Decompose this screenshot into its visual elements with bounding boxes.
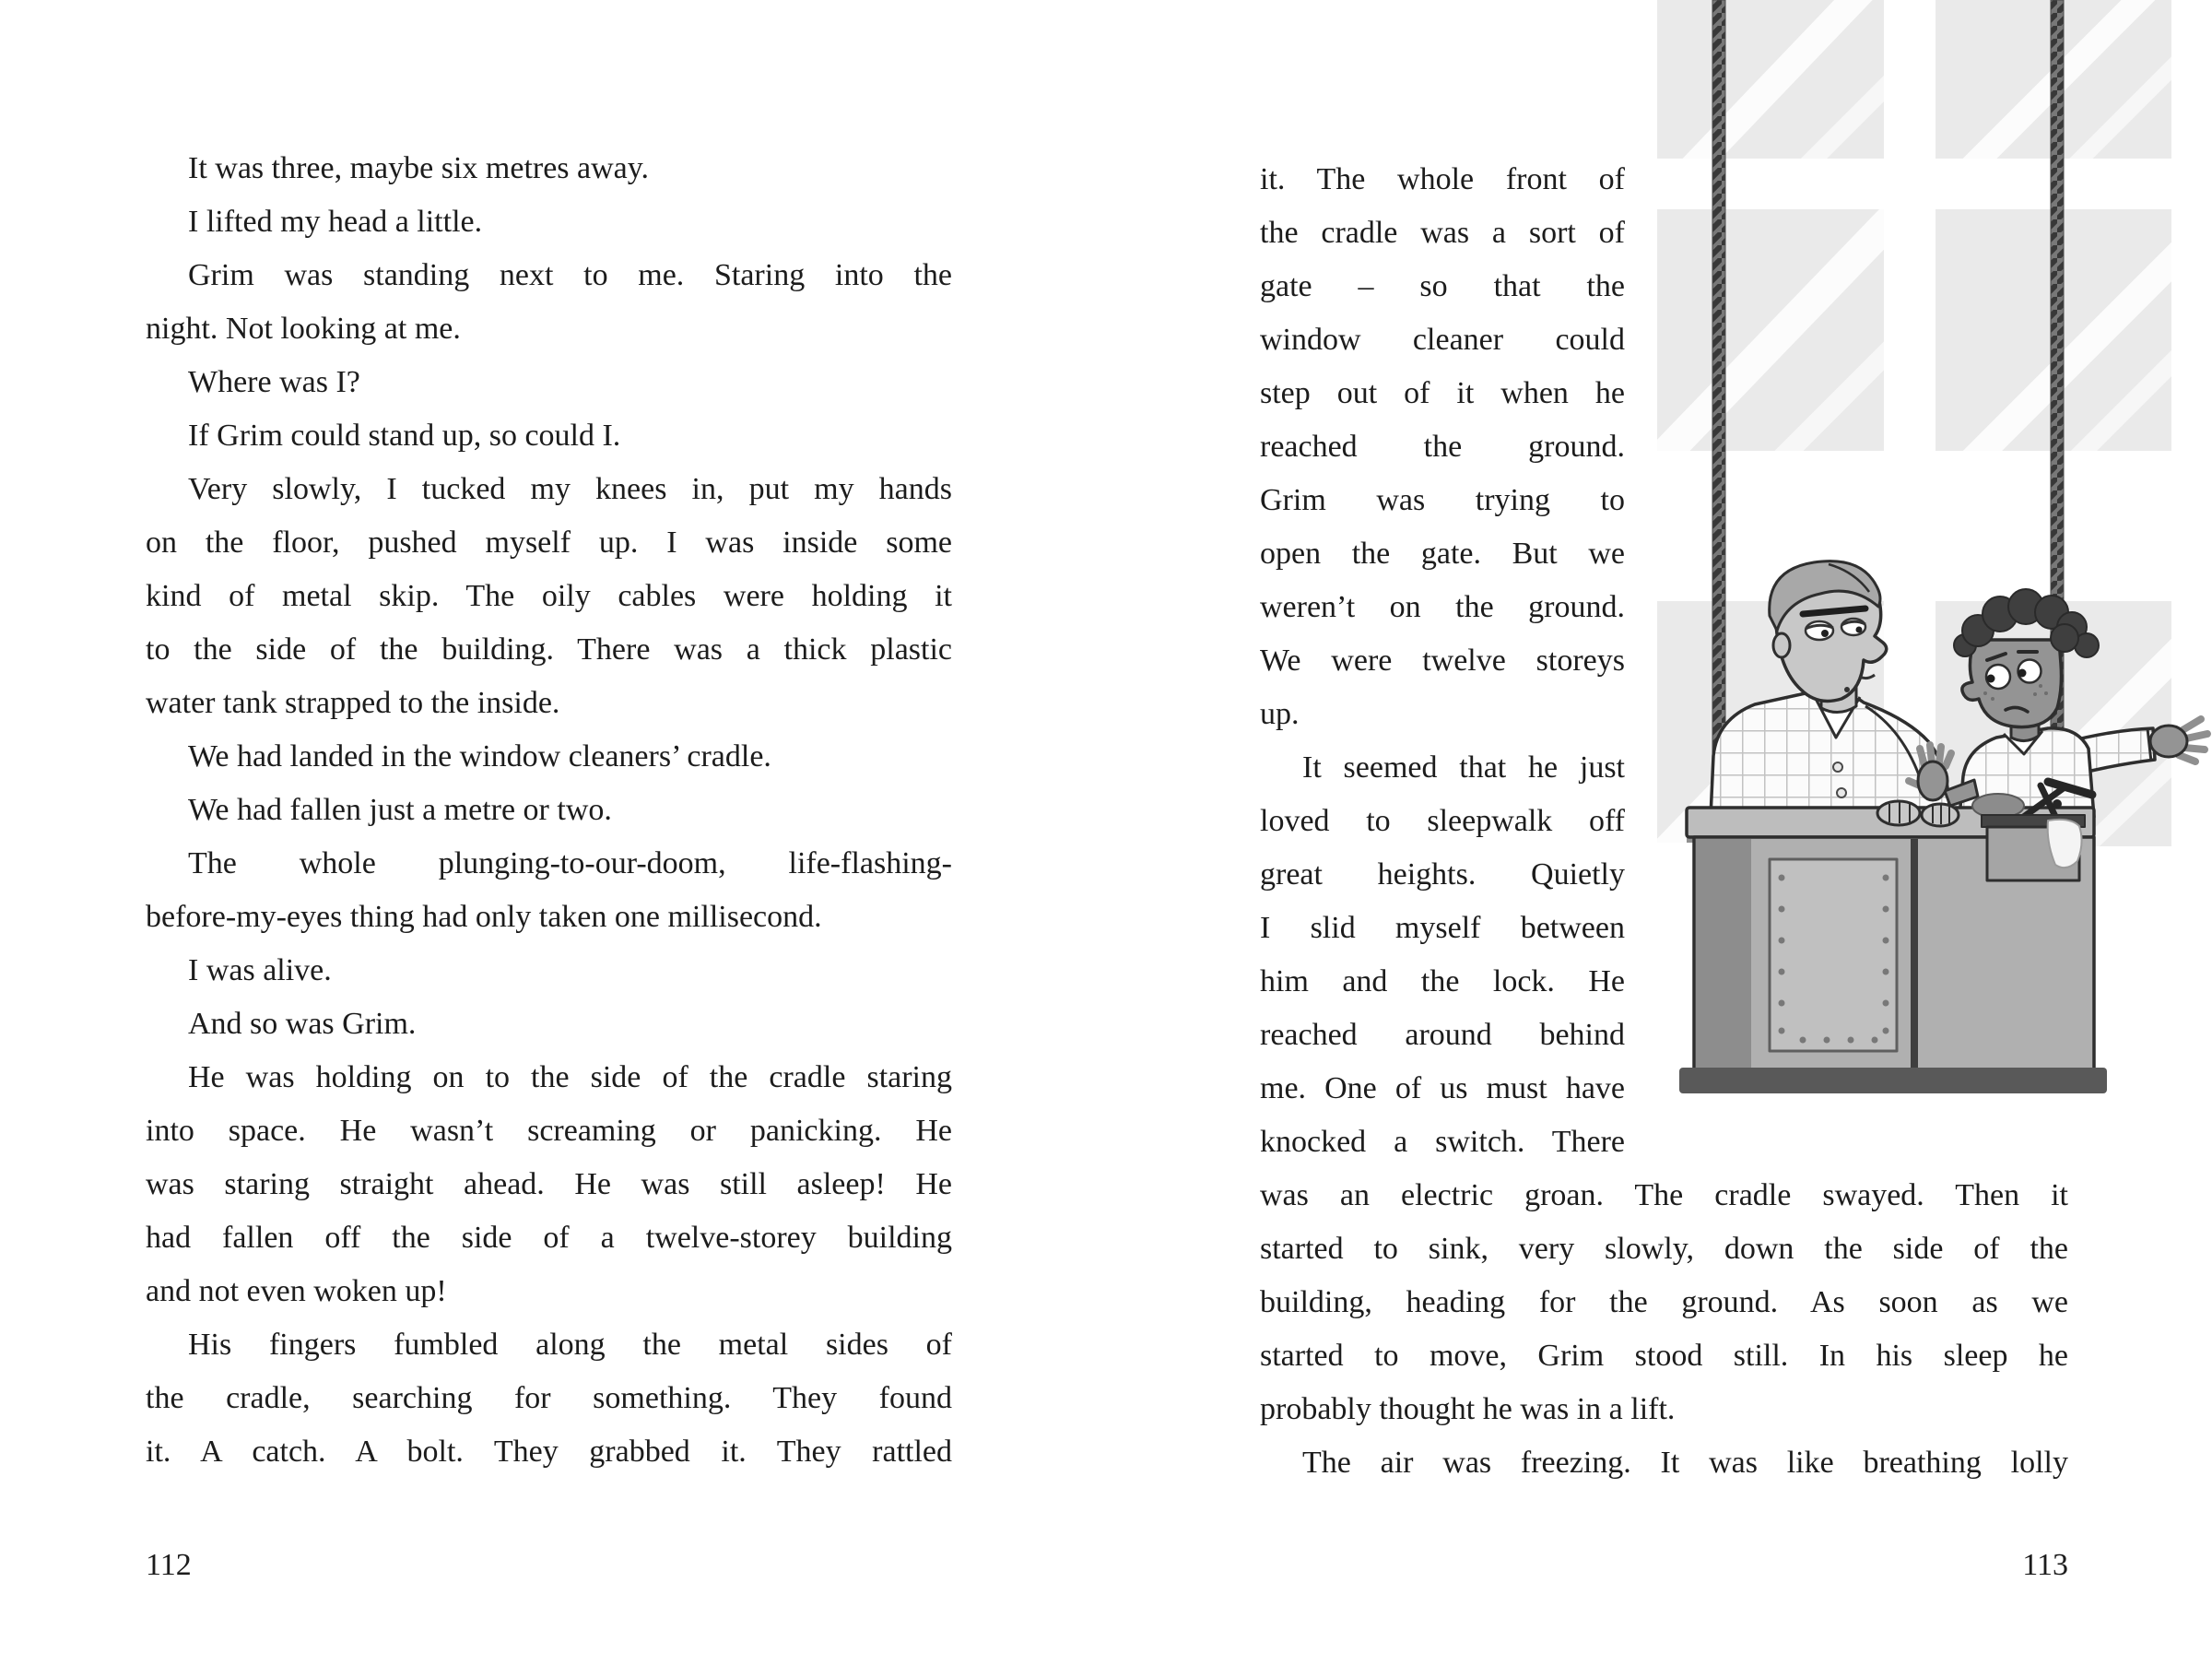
text-line: It seemed that he just [1302, 750, 1625, 785]
right-page-full-text [1260, 1169, 2068, 1490]
text-line: I lifted my head a little. [188, 205, 483, 239]
text-line: I was alive. [188, 953, 332, 987]
text-line: I slid myself between [1260, 911, 1625, 945]
text-line: He was holding on to the side of the cradle staring [188, 1060, 952, 1094]
text-line: And so was Grim. [188, 1007, 417, 1041]
text-line: water tank strapped to the inside. [146, 686, 560, 720]
text-line: before-my-eyes thing had only taken one millisecond. [146, 900, 822, 934]
page-number-right: 113 [2022, 1548, 2068, 1582]
text-line: reached around behind [1260, 1018, 1625, 1052]
suspension-rope-left [1712, 0, 1725, 817]
text-line: Grim was standing next to me. Staring into the [188, 258, 952, 292]
text-line: step out of it when he [1260, 376, 1625, 410]
text-line: the cradle, searching for something. They found [146, 1381, 952, 1415]
text-line: had fallen off the side of a twelve-storey building [146, 1221, 952, 1255]
text-line: up. [1260, 697, 1300, 731]
illustration [1631, 0, 2212, 1106]
text-line: was an electric groan. The cradle swayed. Then it [1260, 1178, 2068, 1212]
text-line: loved to sleepwalk off [1260, 804, 1625, 838]
man-chin-mole [1844, 687, 1850, 692]
cloth [2048, 820, 2082, 868]
text-line: the cradle was a sort of [1260, 216, 1625, 250]
text-line: into space. He wasn’t screaming or panicking. He [146, 1114, 952, 1148]
text-line: to the side of the building. There was a thick plastic [146, 632, 952, 667]
text-line: gate – so that the [1260, 269, 1625, 303]
cradle-bottom-bar [1679, 1068, 2107, 1093]
text-line: it. The whole front of [1260, 162, 1625, 196]
text-line: and not even woken up! [146, 1274, 447, 1308]
text-line: Very slowly, I tucked my knees in, put my hands [188, 472, 952, 506]
text-line: me. One of us must have [1260, 1071, 1625, 1105]
text-line: Grim was trying to [1260, 483, 1625, 517]
page-number-left: 112 [146, 1548, 192, 1582]
text-line: was staring straight ahead. He was still asleep! He [146, 1167, 952, 1201]
text-line: night. Not looking at me. [146, 312, 461, 346]
text-line: It was three, maybe six metres away. [188, 151, 650, 185]
left-page-text [146, 142, 952, 1479]
text-line: We had fallen just a metre or two. [188, 793, 612, 827]
text-line: window cleaner could [1260, 323, 1625, 357]
text-line: him and the lock. He [1260, 964, 1625, 998]
cradle-riveted-panel [1770, 859, 1897, 1051]
text-line: kind of metal skip. The oily cables were holding it [146, 579, 952, 613]
man-ear [1773, 633, 1790, 657]
text-line: open the gate. But we [1260, 537, 1625, 571]
text-line: started to move, Grim stood still. In his sleep he [1260, 1339, 2068, 1373]
text-line: great heights. Quietly [1260, 857, 1625, 892]
text-line: reached the ground. [1260, 430, 1625, 464]
text-line: it. A catch. A bolt. They grabbed it. They rattled [146, 1435, 952, 1469]
text-line: knocked a switch. There [1260, 1125, 1625, 1159]
text-line: on the floor, pushed myself up. I was inside some [146, 526, 952, 560]
text-line: weren’t on the ground. [1260, 590, 1625, 624]
text-line: Where was I? [188, 365, 360, 399]
text-line: building, heading for the ground. As soon as we [1260, 1285, 2068, 1319]
text-line: His fingers fumbled along the metal sides of [188, 1328, 952, 1362]
text-line: started to sink, very slowly, down the side of the [1260, 1232, 2068, 1266]
text-line: probably thought he was in a lift. [1260, 1392, 1676, 1426]
text-line: If Grim could stand up, so could I. [188, 419, 621, 453]
right-page-column-text [1260, 153, 1625, 1169]
text-line: The whole plunging-to-our-doom, life-flashing- [188, 846, 952, 880]
text-line: We had landed in the window cleaners’ cradle. [188, 739, 771, 774]
text-line: We were twelve storeys [1260, 644, 1625, 678]
text-line: The air was freezing. It was like breathing lolly [1302, 1446, 2068, 1480]
